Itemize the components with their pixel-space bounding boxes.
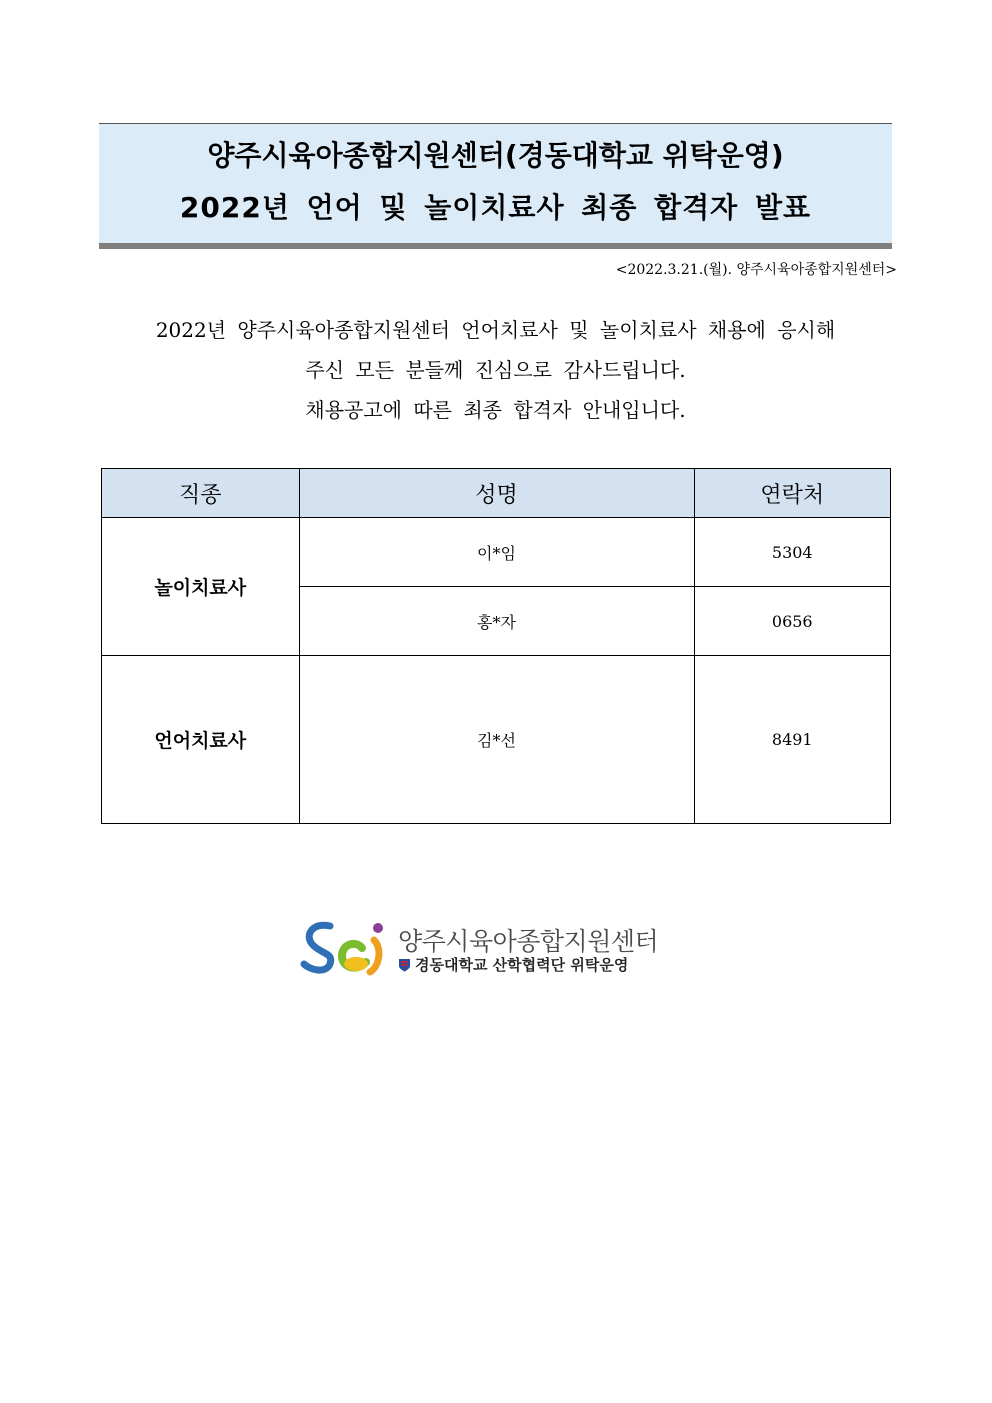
intro-line-2: 주신 모든 분들께 진심으로 감사드립니다. xyxy=(305,358,686,382)
job-cell: 놀이치료사 xyxy=(102,518,300,656)
name-cell: 이*임 xyxy=(299,518,694,587)
title-line-1: 양주시육아종합지원센터(경동대학교 위탁운영) xyxy=(207,139,784,172)
logo-name: 양주시육아종합지원센터 xyxy=(398,927,659,956)
header-job: 직종 xyxy=(102,469,300,518)
table-header-row xyxy=(102,469,891,518)
contact-cell: 0656 xyxy=(694,587,891,656)
center-logo-icon xyxy=(300,918,390,978)
header-name: 성명 xyxy=(299,469,694,518)
center-logo xyxy=(300,918,695,978)
header-contact: 연락처 xyxy=(694,469,891,518)
title-underline xyxy=(99,243,892,249)
job-cell: 언어치료사 xyxy=(102,656,300,824)
intro-paragraph xyxy=(99,310,892,430)
intro-line-1: 2022년 양주시육아종합지원센터 언어치료사 및 놀이치료사 채용에 응시해 xyxy=(155,318,836,342)
name-cell: 김*선 xyxy=(299,656,694,824)
result-table xyxy=(101,468,891,824)
contact-cell: 5304 xyxy=(694,518,891,587)
title-box xyxy=(99,123,892,244)
university-shield-icon xyxy=(398,958,411,972)
intro-line-3: 채용공고에 따른 최종 합격자 안내입니다. xyxy=(305,398,686,422)
logo-subtitle-text: 경동대학교 산학협력단 위탁운영 xyxy=(415,956,629,974)
title-line-2: 2022년 언어 및 놀이치료사 최종 합격자 발표 xyxy=(179,191,812,224)
announcement-date: <2022.3.21.(월). 양주시육아종합지원센터> xyxy=(615,262,897,278)
logo-subtitle xyxy=(398,954,628,975)
contact-cell: 8491 xyxy=(694,656,891,824)
table-row xyxy=(102,518,891,587)
table-row xyxy=(102,656,891,824)
name-cell: 홍*자 xyxy=(299,587,694,656)
